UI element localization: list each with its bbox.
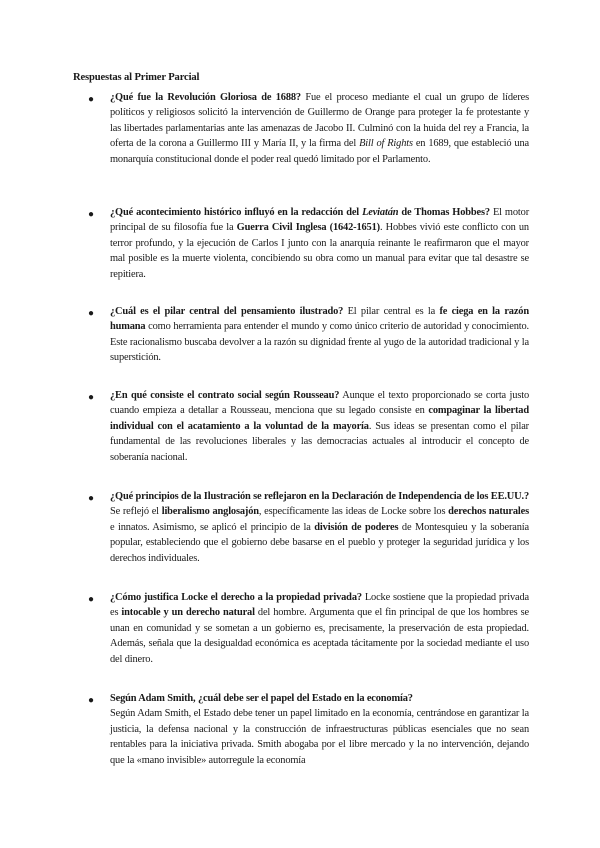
list-item <box>110 691 529 768</box>
answer-text: El motor principal de su filosofía fue la <box>110 207 530 234</box>
answer-text: como herramienta para entender el mundo y como único criterio de autoridad y conocimiento. Este racionalismo buscaba devolver a la razón su dignidad frente al yugo de la autoridad tradicional y la superstición. <box>110 321 529 364</box>
question: ¿Qué acontecimiento histórico influyó en la redacción del Leviatán de Thomas Hobbes? <box>110 207 490 218</box>
answer-text: en 1689, que estableció una monarquía constitucional donde el poder real quedó limitado por el Parlamento. <box>110 138 529 165</box>
answer-text: Fue el proceso mediante el cual un grupo de líderes políticos y religiosos solicitó la intervención de Guillermo de Orange para proteger la fe protestante y las libertades parlamentarias ante las amenazas de Jacobo II. Culminó con la huida del rey a Francia, la oferta de la corona a Guillermo III y María II, y la firma del <box>110 92 529 150</box>
bullet-icon: ● <box>88 493 95 504</box>
answer-bold: intocable y un derecho natural <box>121 607 255 619</box>
answer-bold: compaginar la libertad individual con el acatamiento a la voluntad de la mayoría <box>110 405 529 432</box>
answer-text: Locke sostiene que la propiedad privada es <box>110 592 529 619</box>
question: ¿Cuál es el pilar central del pensamiento ilustrado? <box>110 306 344 317</box>
answer-bold: Guerra Civil Inglesa (1642-1651) <box>236 222 380 234</box>
answer-text: Según Adam Smith, el Estado debe tener un papel limitado en la economía, centrándose en <box>110 708 480 720</box>
question: Según Adam Smith, ¿cuál debe ser el papel del Estado en la economía? <box>110 693 413 704</box>
list-item <box>110 489 529 566</box>
question: ¿Cómo justifica Locke el derecho a la propiedad privada? <box>110 592 362 603</box>
answer-text: El pilar central es la <box>343 306 440 317</box>
list-item <box>110 388 529 465</box>
bullet-icon: ● <box>88 392 95 403</box>
bullet-icon: ● <box>88 308 95 319</box>
answer-text: Aunque el texto proporcionado se corta justo cuando empieza a detallar a Rousseau, menciona que su legado consiste en <box>110 390 529 417</box>
answer-highlight: garantizar la justicia, la defensa nacional y la construcción de infraestructuras públicas esenciales que no sean rentables para la iniciativa privada <box>110 708 529 751</box>
question: ¿Qué principios de la Ilustración se reflejaron en la Declaración de Independencia de los EE.UU.? <box>110 491 529 502</box>
answer-bold: derechos naturales <box>448 506 529 518</box>
answer-text: e innatos. Asimismo, se aplicó el principio de la <box>110 521 315 533</box>
answer-bold: liberalismo anglosajón <box>161 506 259 518</box>
page-title: Respuestas al Primer Parcial <box>73 72 200 83</box>
answer-text: . Smith abogaba por el libre mercado y la no intervención, dejando que la «mano invisible» autorregule la economía <box>110 739 529 766</box>
answer-italic: Bill of Rights <box>359 138 413 150</box>
bullet-icon: ● <box>88 209 95 220</box>
question: ¿Qué fue la Revolución Gloriosa de 1688? <box>110 92 301 103</box>
answer-text: del hombre. Argumenta que el fin principal de que los hombres se unan en comunidad y se sometan a un gobierno es, precisamente, la preservación de esta propiedad. Además, señala que la desigualdad económica es aceptada tácitamente por la sociedad mediante el uso del dinero. <box>110 607 529 665</box>
list-item <box>110 90 529 167</box>
answer-text: . Hobbes vivió este conflicto con un terror profundo, y la ejecución de Carlos I junto con la anarquía reinante le reafirmaron que el mayor mal posible es la muerte violenta, concibiendo su obra como un manual para evitar que tal desastre se repitiera. <box>110 222 529 280</box>
bullet-icon: ● <box>88 695 95 706</box>
bullet-icon: ● <box>88 94 95 105</box>
answer-bold: fe ciega en la razón humana <box>110 306 529 333</box>
answer-bold: división de poderes <box>314 521 399 533</box>
answer-text: , específicamente las ideas de Locke sobre los <box>258 506 449 518</box>
answer-text: Se reflejó el <box>110 506 162 518</box>
answer-text: de Montesquieu y la soberanía popular, estableciendo que el gobierno debe basarse en el pueblo y proteger la seguridad jurídica y los derechos individuales. <box>110 521 530 564</box>
list-item <box>110 304 529 366</box>
bullet-icon: ● <box>88 594 95 605</box>
question: ¿En qué consiste el contrato social según Rousseau? <box>110 390 340 401</box>
list-item <box>110 205 529 282</box>
answer-text: . Sus ideas se presentan como el pilar fundamental de las revoluciones liberales y las democracias actuales al introducir el concepto de soberanía nacional. <box>110 420 529 463</box>
list-item <box>110 590 529 667</box>
